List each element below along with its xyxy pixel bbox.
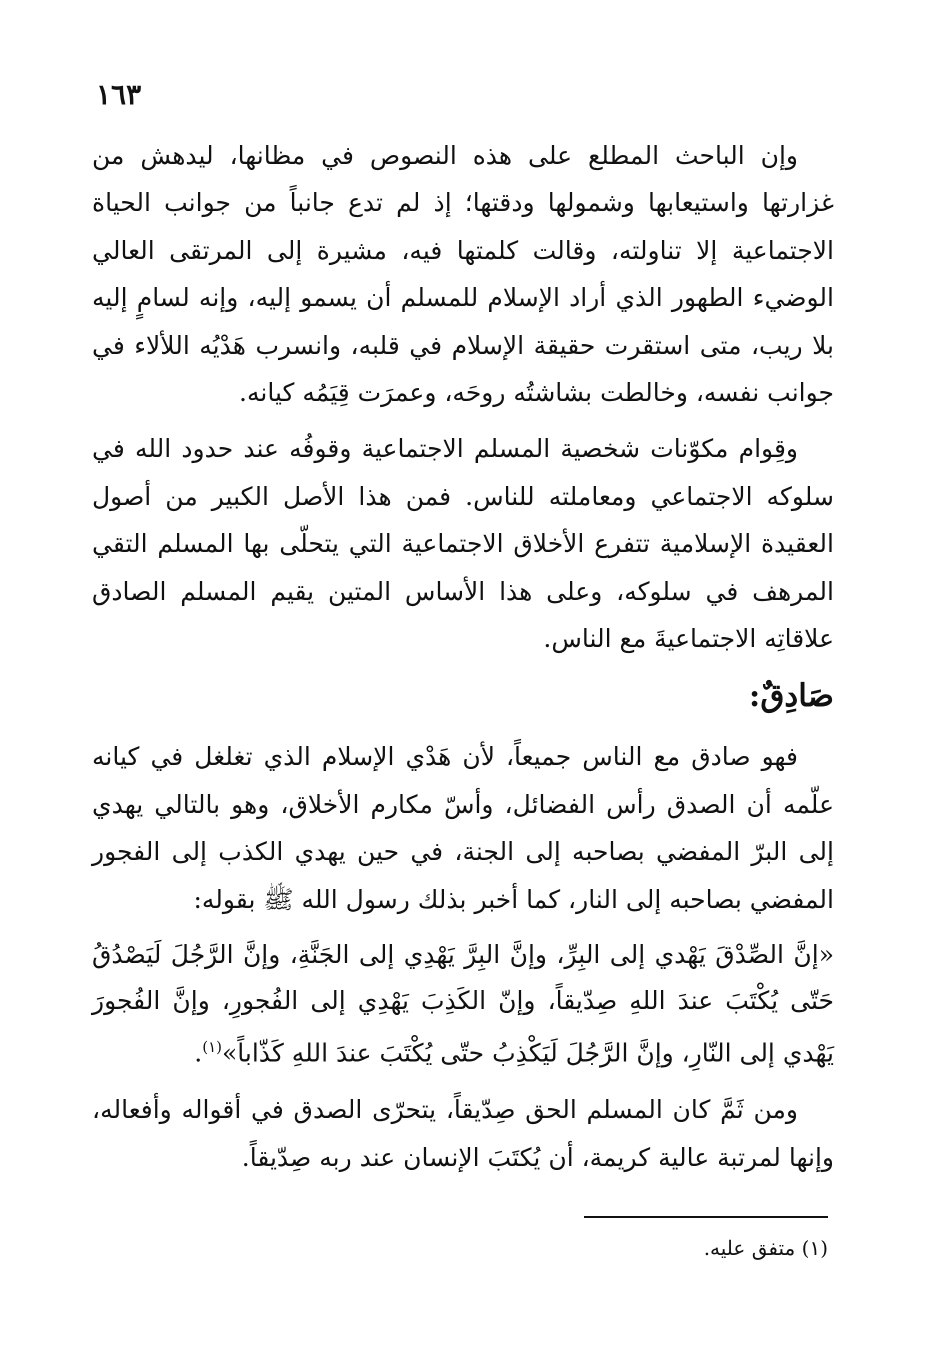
page-body <box>92 132 834 1190</box>
footnote-divider <box>584 1216 828 1218</box>
footnote <box>500 1232 828 1264</box>
section-paragraph: فهو صادق مع الناس جميعاً، لأن هَدْي الإسلام الذي تغلغل في كيانه علّمه أن الصدق رأس الفضائل، وأسّ مكارم الأخلاق، وهو بالتالي يهدي إلى البرّ المفضي بصاحبه إلى الجنة، في حين يهدي الكذب إلى الفجور المفضي بصاحبه إلى النار، كما أخبر بذلك رسول الله ﷺ بقوله: <box>92 742 834 914</box>
paragraph-2: وقِوام مكوّنات شخصية المسلم الاجتماعية وقوفُه عند حدود الله في سلوكه الاجتماعي ومعاملته للناس. فمن هذا الأصل الكبير من أصول العقيدة الإسلامية تتفرع الأخلاق الاجتماعية التي يتحلّى بها المسلم التقي المرهف في سلوكه، وعلى هذا الأساس المتين يقيم المسلم الصادق علاقاتِه الاجتماعيةَ مع الناس. <box>92 434 834 654</box>
footnote-marker: (١) <box>801 1236 828 1260</box>
hadith-text: «إنَّ الصِّدْقَ يَهْدي إلى البِرِّ، وإنَّ البِرَّ يَهْدِي إلى الجَنَّةِ، وإنَّ الرَّجُلَ لَيَصْدُقُ حَتّى يُكْتَبَ عندَ اللهِ صِدّيقاً، وإنّ الكَذِبَ يَهْدِي إلى الفُجورِ، وإنَّ الفُجورَ يَهْدي إلى النّارِ، وإنَّ الرَّجُلَ لَيَكْذِبُ حتّى يُكْتَبَ عندَ اللهِ كَذّاباً» <box>92 940 834 1068</box>
footnote-reference: (١) <box>202 1038 222 1057</box>
page-number: ١٦٣ <box>96 78 142 111</box>
hadith-end-mark: . <box>194 1038 203 1068</box>
section-heading: صَادِقٌ: <box>748 678 834 715</box>
paragraph-1: وإن الباحث المطلع على هذه النصوص في مظانها، ليدهش من غزارتها واستيعابها وشمولها ودقتها؛ إذ لم تدع جانباً من جوانب الحياة الاجتماعية إلا تناولته، وقالت كلمتها فيه، مشيرة إلى المرتقى العالي الوضيء الطهور الذي أراد الإسلام للمسلم أن يسمو إليه، وإنه لسامٍ إليه بلا ريب، متى استقرت حقيقة الإسلام في قلبه، وانسرب هَدْيُه اللألاء في جوانب نفسه، وخالطت بشاشتُه روحَه، وعمرَت قِيَمُه كيانه. <box>92 141 834 408</box>
footnote-text: متفق عليه. <box>703 1236 796 1260</box>
closing-paragraph: ومن ثَمَّ كان المسلم الحق صِدّيقاً، يتحرّى الصدق في أقواله وأفعاله، وإنها لمرتبة عالية كريمة، أن يُكتَبَ الإنسان عند ربه صِدّيقاً. <box>92 1095 834 1172</box>
hadith-quote <box>92 932 834 1076</box>
